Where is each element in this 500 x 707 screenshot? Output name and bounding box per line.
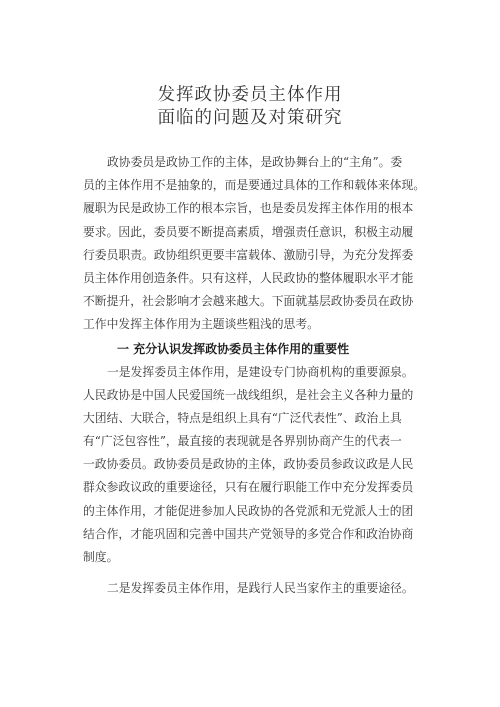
title-line: 发挥政协委员主体作用 [157,85,343,105]
text-line: 一是发挥委员主体作用，是建设专门协商机构的重要源泉。 [107,364,414,379]
document-body [83,151,439,600]
section1-paragraph [83,361,439,570]
text-line: 工作中发挥主体作用为主题谈些粗浅的思考。 [83,317,319,332]
text-line: 大团结、大联合，特点是组织上具有“广泛代表性”、政治上具 [83,410,402,425]
intro-paragraph [83,151,439,337]
text-line: 制度。 [83,550,119,564]
text-line: 政协委员是政协工作的主体，是政协舞台上的“主角”。委 [107,155,403,169]
text-line: 群众参政议政的重要途径，只有在履行职能工作中充分发挥委员 [83,480,414,495]
title-line: 面临的问题及对策研究 [157,108,343,128]
text-line: 人民政协是中国人民爱国统一战线组织，是社会主义各种力量的 [83,387,414,402]
text-line: 行委员职责。政协组织更要丰富载体、激励引导，为充分发挥委 [83,247,414,262]
text-line: 二是发挥委员主体作用，是践行人民当家作主的重要途径。 [107,581,414,596]
text-line: 有“广泛包容性”，最直接的表现就是各界别协商产生的代表一 [83,434,402,449]
text-line: 员的主体作用不是抽象的，而是要通过具体的工作和载体来体现。 [83,178,426,193]
text-line: 的主体作用，才能促进参加人民政协的各党派和无党派人士的团 [83,503,414,518]
paragraph-gap [83,569,439,577]
document-title [0,84,500,130]
text-line: 不断提升，社会影响才会越来越大。下面就基层政协委员在政协 [83,294,414,309]
text-line: 要求。因此，委员要不断提高素质，增强责任意识，积极主动履 [83,224,414,239]
section2-paragraph [83,577,439,600]
text-line: 履职为民是政协工作的根本宗旨，也是委员发挥主体作用的根本 [83,201,414,216]
text-line: 一政协委员。政协委员是政协的主体，政协委员参政议政是人民 [83,457,414,472]
text-line: 结合作，才能巩固和完善中国共产党领导的多党合作和政治协商 [83,526,414,541]
section-heading: 一 充分认识发挥政协委员主体作用的重要性 [117,341,350,356]
text-line: 员主体作用创造条件。只有这样，人民政协的整体履职水平才能 [83,270,414,285]
